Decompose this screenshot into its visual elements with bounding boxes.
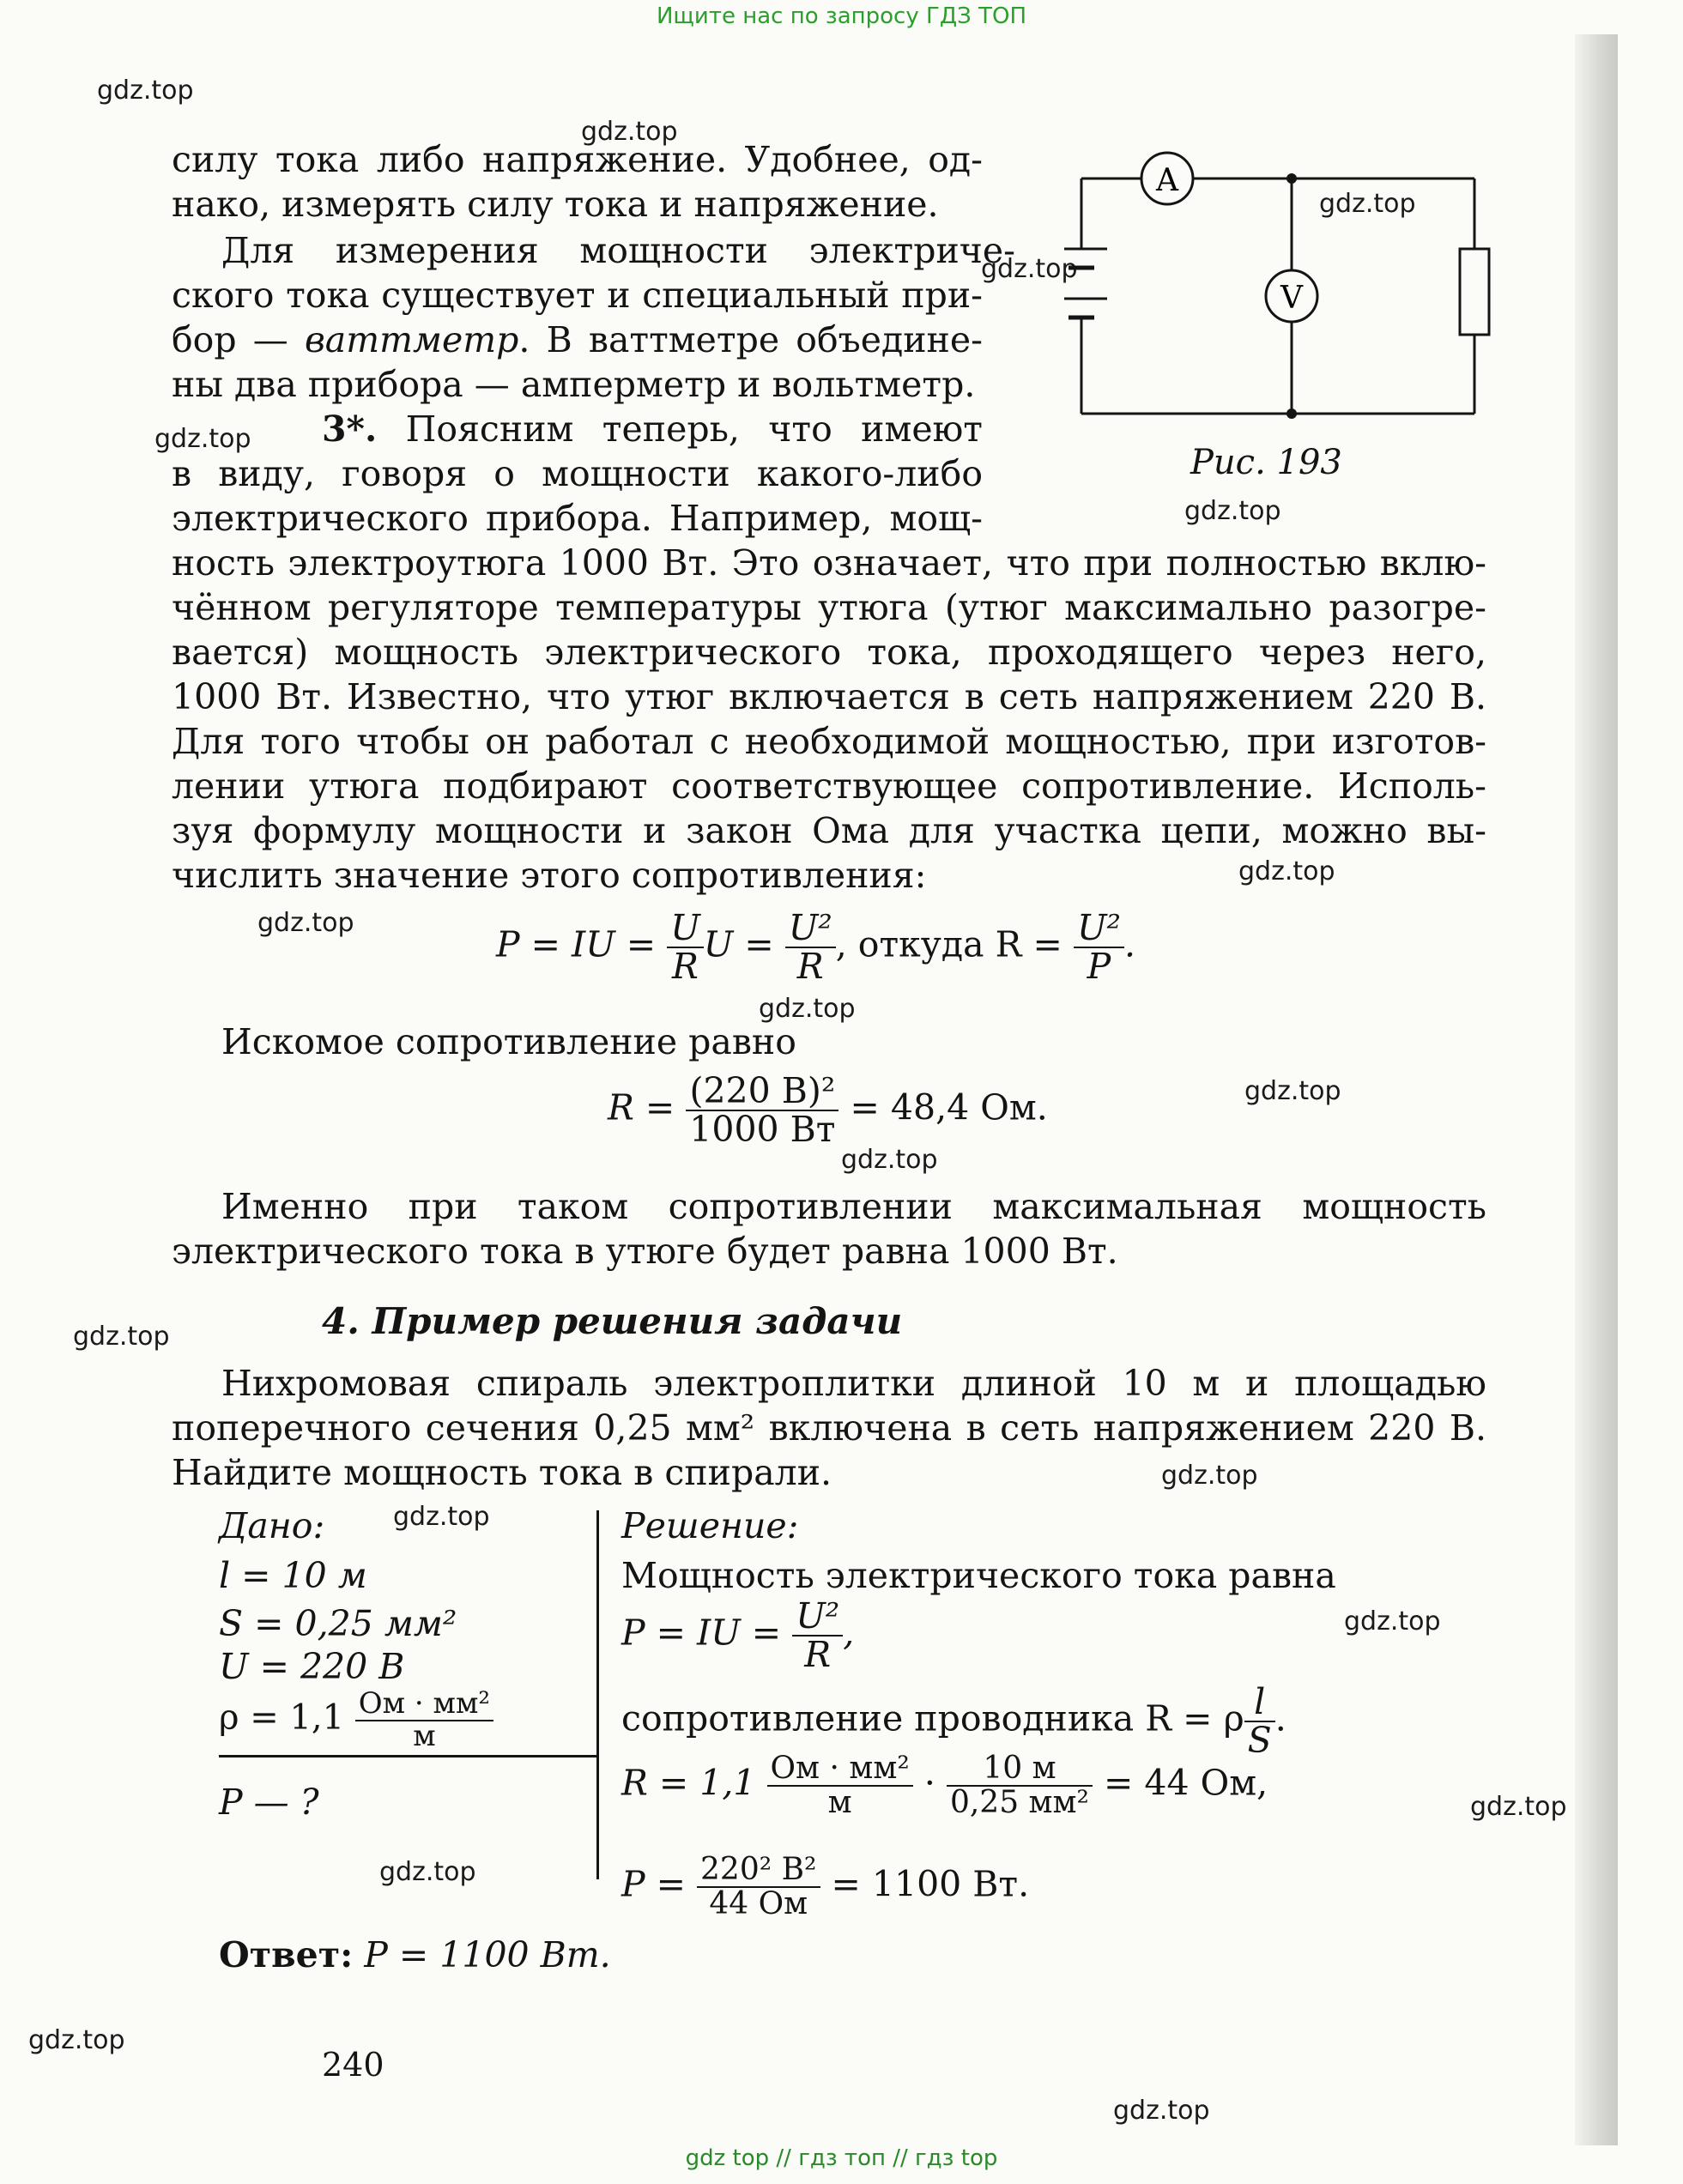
resistor-symbol [1460,249,1489,335]
junction-dot [1286,173,1297,184]
watermark: gdz.top [759,994,856,1024]
text-line: в виду, говоря о мощности какого-либо [172,453,983,494]
wattmeter-term: ваттметр [304,319,519,360]
text-line: нако, измерять силу тока и напряжение. [172,184,939,225]
answer: Ответ: P = 1100 Вт. [219,1934,611,1975]
text-line: Найдите мощность тока в спирали. [172,1452,832,1493]
watermark: gdz.top [73,1322,170,1352]
text-line: электрического тока в утюге будет равна 1000 Вт. [172,1231,1118,1272]
watermark: gdz.top [1238,856,1335,886]
text-line: лении утюга подбирают соответствующее сопротивление. Исполь- [172,765,1486,807]
formula-resistance-value: R = $\frac{\text{(220 В)²}}{1000 Вт}$ = 48,4 Ом. [608,1070,1048,1151]
text-line: Нихромовая спираль электроплитки длиной 10 м и площадью [221,1363,1486,1404]
circuit-diagram [1064,137,1510,429]
watermark: gdz.top [1344,1606,1441,1636]
watermark: gdz.top [1244,1076,1341,1106]
given-voltage: U = 220 В [219,1646,405,1687]
section-heading: 4. Пример решения задачи [322,1300,903,1342]
given-area: S = 0,25 мм² [219,1603,457,1644]
text-line: бор — ваттметр. В ваттметре объедине- [172,319,983,360]
watermark: gdz.top [981,254,1078,284]
voltmeter-label: V [1280,281,1303,316]
given-solution-divider [596,1510,599,1879]
bottom-banner[interactable]: gdz top // гдз топ // гдз top [685,2145,998,2171]
text-line: 3*. Поясним теперь, что имеют [322,408,983,450]
given-resistivity: ρ = 1,1 $\frac{\text{Ом · мм²}}{м}$ [219,1689,493,1751]
watermark: gdz.top [393,1502,490,1532]
text-line: Искомое сопротивление равно [221,1021,796,1062]
watermark: gdz.top [28,2025,125,2055]
figure-caption: Рис. 193 [1190,443,1342,482]
formula-resistance-calc: R = 1,1 $\frac{\text{Ом · мм²}}{м}$ · $\frac{10 м}{\text{0,25 мм²}}$ = 44 Ом, [621,1751,1268,1820]
given-find: P — ? [219,1782,319,1823]
text-line: Мощность электрического тока равна [621,1555,1336,1596]
watermark: gdz.top [154,424,251,454]
page-gutter [1575,34,1618,2145]
section-number: 3*. [322,408,378,450]
text-line: Для измерения мощности электриче- [221,230,1015,271]
given-underline [219,1755,599,1757]
text-line: Именно при таком сопротивлении максимальная мощность [221,1186,1486,1227]
solution-title: Решение: [621,1505,799,1546]
given-length: l = 10 м [219,1555,367,1596]
watermark: gdz.top [1161,1461,1258,1491]
given-title: Дано: [219,1505,325,1546]
text-line: чённом регуляторе температуры утюга (утюг максимально разогре- [172,587,1486,628]
text-line: числить значение этого сопротивления: [172,855,927,896]
watermark: gdz.top [1184,496,1281,526]
text-line: ны два прибора — амперметр и вольтметр. [172,364,976,405]
formula-power: P = IU = $\frac{\text{U²}}{R}$ , [621,1595,855,1676]
text-line: вается) мощность электрического тока, проходящего через него, [172,632,1486,673]
page-number: 240 [322,2046,384,2084]
watermark: gdz.top [1113,2096,1210,2126]
junction-dot [1286,408,1297,419]
text-line: Для того чтобы он работал с необходимой мощностью, при изготов- [172,721,1486,762]
watermark: gdz.top [841,1145,938,1175]
text-line: ность электроутюга 1000 Вт. Это означает, что при полностью вклю- [172,542,1486,584]
text-line: электрического прибора. Например, мощ- [172,498,983,539]
watermark: gdz.top [1470,1792,1567,1822]
ammeter-label: A [1156,163,1178,198]
text-line: силу тока либо напряжение. Удобнее, од- [172,139,983,180]
formula-power-resistance: P = IU = $\frac{U}{R}$ U = $\frac{\text{U²}}{R}$ , откуда R = $\frac{\text{U²}}{P}$ . [496,907,1135,988]
text-line: 1000 Вт. Известно, что утюг включается в сеть напряжением 220 В. [172,676,1486,717]
formula-conductor-resistance: сопротивление проводника R = ρ $\frac{l}{S}$ . [621,1681,1286,1762]
formula-power-calc: P = $\frac{\text{220² В²}}{44 Ом}$ = 1100 Вт. [621,1852,1030,1921]
top-banner[interactable]: Ищите нас по запросу ГДЗ ТОП [656,3,1027,29]
text-line: ского тока существует и специальный при- [172,275,983,316]
watermark: gdz.top [1319,189,1416,219]
text-line: зуя формулу мощности и закон Ома для участка цепи, можно вы- [172,810,1486,851]
text-line: поперечного сечения 0,25 мм² включена в сеть напряжением 220 В. [172,1407,1486,1449]
watermark: gdz.top [581,117,678,147]
watermark: gdz.top [97,76,194,106]
watermark: gdz.top [257,908,354,938]
watermark: gdz.top [379,1857,476,1887]
